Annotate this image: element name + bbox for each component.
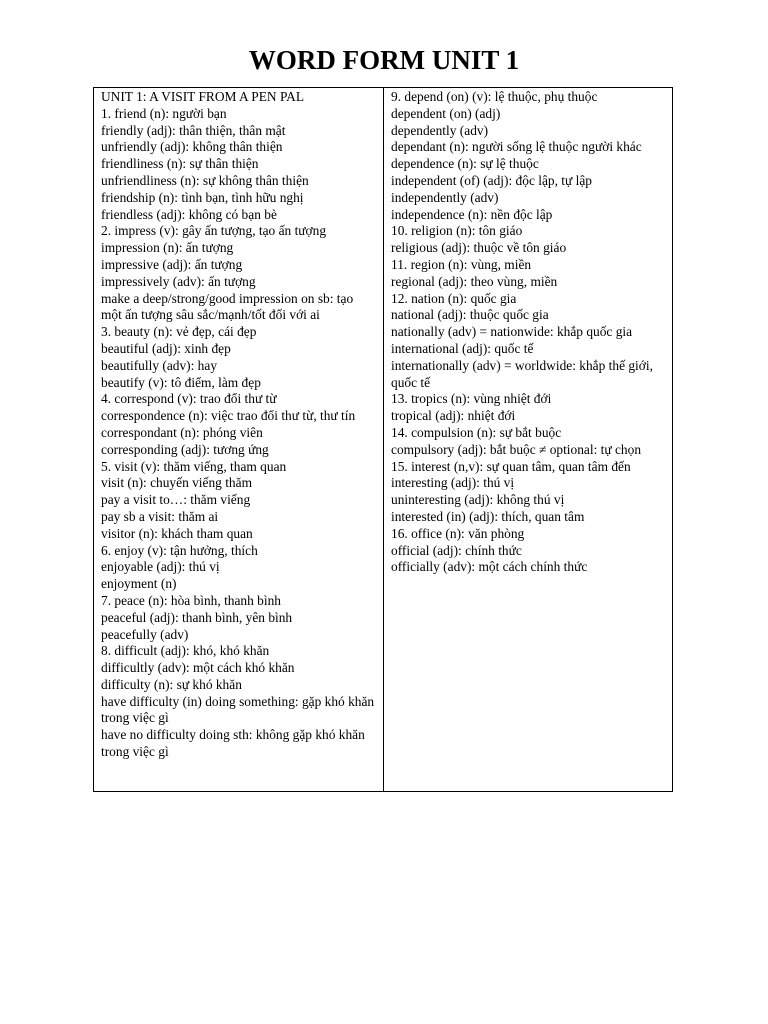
vocab-entry: 16. office (n): văn phòng — [391, 525, 525, 541]
vocab-entry: have difficulty (in) doing something: gặp khó khăn trong việc gì — [101, 693, 375, 726]
vocab-entry: international (adj): quốc tế — [391, 340, 534, 356]
vocab-entry: beautifully (adv): hay — [101, 357, 218, 373]
vocab-entry: uninteresting (adj): không thú vị — [391, 492, 565, 508]
vocab-entry: difficulty (n): sự khó khăn — [101, 676, 242, 692]
vocab-entry: unfriendly (adj): không thân thiện — [101, 139, 283, 155]
vocab-entry: peacefully (adv) — [101, 626, 189, 642]
vocab-entry: friendliness (n): sự thân thiện — [101, 156, 259, 172]
vocab-entry: 3. beauty (n): vẻ đẹp, cái đẹp — [101, 324, 257, 340]
vocab-entry: friendless (adj): không có bạn bè — [101, 206, 277, 222]
vocab-entry: friendship (n): tình bạn, tình hữu nghị — [101, 189, 304, 205]
vocab-entry: impression (n): ấn tượng — [101, 240, 234, 256]
vocab-entry: visitor (n): khách tham quan — [101, 525, 253, 541]
vocab-entry: 5. visit (v): thăm viếng, tham quan — [101, 458, 287, 474]
vocab-entry: beautiful (adj): xinh đẹp — [101, 340, 231, 356]
vocab-entry: dependent (on) (adj) — [391, 105, 501, 121]
vocab-entry: officially (adv): một cách chính thức — [391, 559, 588, 575]
vocab-entry: 14. compulsion (n): sự bắt buộc — [391, 424, 562, 440]
vocab-entry: 7. peace (n): hòa bình, thanh bình — [101, 592, 281, 608]
vocab-entry: official (adj): chính thức — [391, 542, 522, 558]
vocab-entry: friendly (adj): thân thiện, thân mật — [101, 122, 286, 138]
vocab-entry: dependence (n): sự lệ thuộc — [391, 156, 539, 172]
vocab-entry: 9. depend (on) (v): lệ thuộc, phụ thuộc — [391, 89, 598, 104]
vocab-entry: corresponding (adj): tương ứng — [101, 441, 269, 457]
vocab-entry: national (adj): thuộc quốc gia — [391, 307, 549, 323]
vocab-entry: difficultly (adv): một cách khó khăn — [101, 660, 295, 676]
vocab-entry: regional (adj): theo vùng, miền — [391, 273, 558, 289]
vocab-entry: enjoyment (n) — [101, 576, 177, 592]
vocab-entry: 12. nation (n): quốc gia — [391, 290, 517, 306]
vocab-entry: have no difficulty doing sth: không gặp khó khăn trong việc gì — [101, 727, 365, 760]
vocab-entry: internationally (adv) = worldwide: khắp thế giới, quốc tế — [391, 357, 653, 390]
vocab-entry: correspondence (n): việc trao đổi thư từ, thư tín — [101, 408, 356, 424]
vocab-entry: visit (n): chuyến viếng thăm — [101, 475, 252, 491]
vocab-entry: 15. interest (n,v): sự quan tâm, quan tâm đến — [391, 458, 631, 474]
vocab-entry: dependant (n): người sống lệ thuộc người khác — [391, 139, 642, 155]
vocab-entry: interested (in) (adj): thích, quan tâm — [391, 508, 585, 524]
vocab-entry: nationally (adv) = nationwide: khắp quốc gia — [391, 324, 633, 340]
vocab-entry: 8. difficult (adj): khó, khó khăn — [101, 643, 270, 659]
right-column — [384, 88, 672, 791]
vocab-entry: impressively (adv): ấn tượng — [101, 273, 256, 289]
vocab-entry: 10. religion (n): tôn giáo — [391, 223, 523, 239]
vocab-entry: interesting (adj): thú vị — [391, 475, 515, 491]
left-column — [94, 88, 384, 791]
vocab-entry: 1. friend (n): người bạn — [101, 105, 227, 121]
vocab-entry: make a deep/strong/good impression on sb: tạo một ấn tượng sâu sắc/mạnh/tốt đối với ai — [101, 290, 354, 323]
vocab-entry: pay a visit to…: thăm viếng — [101, 492, 251, 508]
vocab-entry: 4. correspond (v): trao đổi thư từ — [101, 391, 277, 407]
vocab-entry: dependently (adv) — [391, 122, 489, 138]
vocab-entry: independently (adv) — [391, 189, 499, 205]
vocab-entry: unfriendliness (n): sự không thân thiện — [101, 172, 309, 188]
vocab-entry: tropical (adj): nhiệt đới — [391, 408, 516, 424]
vocab-entry: pay sb a visit: thăm ai — [101, 508, 219, 524]
vocab-entry: peaceful (adj): thanh bình, yên bình — [101, 609, 293, 625]
vocab-entry: compulsory (adj): bắt buộc ≠ optional: tự chọn — [391, 441, 642, 457]
vocab-entry: UNIT 1: A VISIT FROM A PEN PAL — [101, 89, 305, 104]
vocab-entry: correspondant (n): phóng viên — [101, 424, 263, 440]
vocab-entry: 6. enjoy (v): tận hưởng, thích — [101, 542, 258, 558]
vocab-entry: 2. impress (v): gây ấn tượng, tạo ấn tượng — [101, 223, 327, 239]
vocab-entry: independent (of) (adj): độc lập, tự lập — [391, 172, 592, 188]
vocab-entry: independence (n): nền độc lập — [391, 206, 553, 222]
document-title: WORD FORM UNIT 1 — [248, 45, 520, 75]
vocab-entry: 13. tropics (n): vùng nhiệt đới — [391, 391, 552, 407]
vocab-entry: impressive (adj): ấn tượng — [101, 256, 243, 272]
vocabulary-table — [93, 87, 673, 792]
vocab-entry: 11. region (n): vùng, miền — [391, 256, 532, 272]
vocab-entry: enjoyable (adj): thú vị — [101, 559, 220, 575]
vocab-entry: religious (adj): thuộc về tôn giáo — [391, 240, 567, 256]
vocab-entry: beautify (v): tô điểm, làm đẹp — [101, 374, 261, 390]
